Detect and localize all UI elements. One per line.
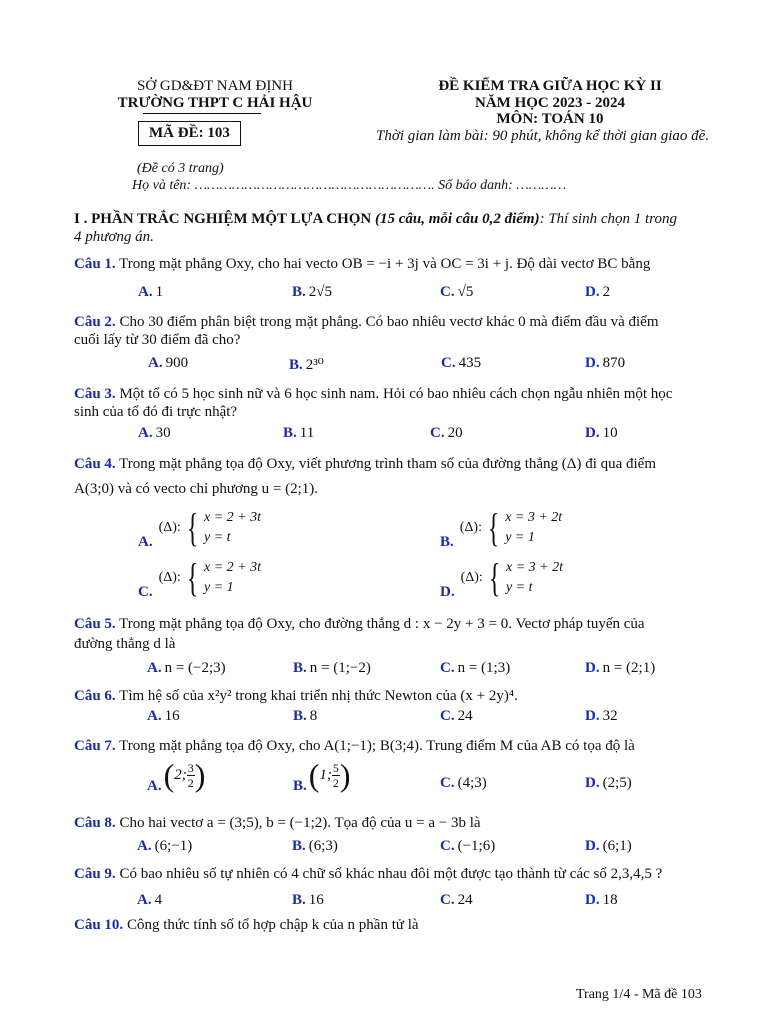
option-key: B. <box>292 284 306 300</box>
department-name: SỞ GD&ĐT NAM ĐỊNH <box>137 78 293 94</box>
option-key: B. <box>293 778 307 794</box>
option-value: 20 <box>447 425 463 441</box>
system-row: y = t <box>506 579 533 595</box>
option-d[interactable] <box>585 838 632 855</box>
option-value: (6;−1) <box>154 838 193 854</box>
question-text: Có bao nhiêu số tự nhiên có 4 chữ số khác nhau đôi một được tạo thành từ các số 2,3,4,5 ? <box>119 866 663 882</box>
fraction <box>332 761 340 790</box>
option-key: D. <box>585 284 600 300</box>
option-value: 16 <box>164 708 180 724</box>
option-key: B. <box>292 838 306 854</box>
option-c[interactable] <box>440 892 473 909</box>
option-b[interactable] <box>293 708 317 725</box>
system-row: x = 3 + 2t <box>506 559 564 575</box>
option-a[interactable] <box>137 892 162 909</box>
question-9 <box>74 864 662 884</box>
option-value: 435 <box>458 355 482 371</box>
option-d[interactable] <box>585 355 625 372</box>
option-value: 4 <box>154 892 163 908</box>
question-text: Trong mặt phẳng tọa độ Oxy, cho A(1;−1); B(3;4). Trung điểm M của AB có tọa độ là <box>119 738 635 754</box>
question-label: Câu 3. <box>74 386 116 402</box>
fraction-denominator: 2 <box>187 776 194 790</box>
option-key: C. <box>441 355 456 371</box>
option-key: B. <box>283 425 297 441</box>
option-key: A. <box>138 425 153 441</box>
exam-title: ĐỀ KIỂM TRA GIỮA HỌC KỲ II <box>438 78 662 94</box>
option-key: D. <box>585 892 600 908</box>
school-name: TRƯỜNG THPT C HẢI HẬU <box>117 95 313 111</box>
system-row: y = t <box>204 529 231 545</box>
question-3 <box>74 384 672 404</box>
option-c[interactable]: C. (Δ): { x = 2 + 3t y = 1 <box>138 554 262 600</box>
option-key: D. <box>585 355 600 371</box>
option-c[interactable] <box>440 660 510 677</box>
section-title-note: (15 câu, mỗi câu 0,2 điểm) <box>375 211 540 227</box>
option-value: 16 <box>308 892 324 908</box>
option-value: (4;3) <box>457 775 487 791</box>
page-count-note: (Đề có 3 trang) <box>137 161 224 176</box>
section-title <box>74 211 677 228</box>
option-value: 24 <box>457 708 473 724</box>
option-a[interactable] <box>138 284 163 301</box>
option-key: C. <box>440 284 455 300</box>
option-key: B. <box>293 708 307 724</box>
question-text: Trong mặt phẳng Oxy, cho hai vecto OB = −i + 3j và OC = 3i + j. Độ dài vectơ BC bằng <box>119 256 651 272</box>
option-value: (2;5) <box>602 775 632 791</box>
fraction-prefix: 1; <box>319 767 332 783</box>
question-4-text2: A(3;0) và có vecto chỉ phương u = (2;1). <box>74 481 319 497</box>
time-note: Thời gian làm bài: 90 phút, không kể thời gian giao đề. <box>376 128 710 144</box>
option-value: 2³⁰ <box>305 357 324 373</box>
question-text: Trong mặt phẳng tọa độ Oxy, cho đường thẳng d : x − 2y + 3 = 0. Vectơ pháp tuyến của <box>119 616 645 632</box>
question-text: Tìm hệ số của x²y² trong khai triển nhị thức Newton của (x + 2y)⁴. <box>119 688 518 704</box>
option-value: n = (1;−2) <box>309 660 371 676</box>
option-d[interactable] <box>585 660 655 677</box>
question-6 <box>74 686 518 706</box>
option-a[interactable] <box>138 425 171 442</box>
option-key: C. <box>440 775 455 791</box>
option-value: n = (−2;3) <box>164 660 226 676</box>
section-title-rest: : Thí sinh chọn 1 trong <box>539 211 677 227</box>
option-value: 10 <box>602 425 618 441</box>
exam-code-box: MÃ ĐỀ: 103 <box>138 121 241 146</box>
option-value: 8 <box>309 708 318 724</box>
option-key: C. <box>430 425 445 441</box>
option-key: B. <box>292 892 306 908</box>
option-key: D. <box>585 708 600 724</box>
option-key: A. <box>147 660 162 676</box>
option-d[interactable] <box>585 775 632 792</box>
option-key: B. <box>293 660 307 676</box>
option-b[interactable] <box>292 838 338 855</box>
option-value: 11 <box>299 425 315 441</box>
option-key: C. <box>440 838 455 854</box>
option-value: 2√5 <box>308 284 332 300</box>
option-b[interactable] <box>292 892 324 909</box>
option-value: 32 <box>602 708 618 724</box>
question-text: Cho hai vectơ a = (3;5), b = (−1;2). Tọa độ của u = a − 3b là <box>119 815 481 831</box>
question-label: Câu 10. <box>74 917 124 933</box>
system-row: y = 1 <box>204 579 234 595</box>
question-3-text2: sinh của tổ đó đi trực nhật? <box>74 404 238 420</box>
question-5 <box>74 614 645 634</box>
option-value: n = (1;3) <box>457 660 511 676</box>
question-text: Một tổ có 5 học sinh nữ và 6 học sinh nam. Hỏi có bao nhiêu cách chọn ngẫu nhiên một học <box>119 386 673 402</box>
option-key: A. <box>148 355 163 371</box>
option-c[interactable] <box>440 284 473 301</box>
fraction <box>187 761 195 790</box>
name-line: Họ và tên: …………………………………………………. Số báo danh: ………… <box>132 178 567 193</box>
option-c[interactable] <box>430 425 463 442</box>
option-key: D. <box>585 775 600 791</box>
question-label: Câu 2. <box>74 314 116 330</box>
option-b[interactable] <box>292 284 332 301</box>
option-c[interactable] <box>440 838 495 855</box>
system-row: x = 3 + 2t <box>505 509 563 525</box>
option-key: A. <box>138 534 153 550</box>
question-7 <box>74 736 635 756</box>
system-row: x = 2 + 3t <box>204 559 262 575</box>
option-b[interactable]: B. ( 1; $\frac{5}{2}$ ) <box>293 757 351 794</box>
option-value: 870 <box>602 355 626 371</box>
option-a[interactable] <box>147 708 180 725</box>
question-label: Câu 4. <box>74 456 116 472</box>
option-key: D. <box>440 584 455 600</box>
option-d[interactable] <box>585 425 618 442</box>
question-4 <box>74 454 656 474</box>
question-text: Công thức tính số tổ hợp chập k của n phần tử là <box>126 917 419 933</box>
question-2-text2: cuối lấy từ 30 điểm đã cho? <box>74 332 241 348</box>
option-key: C. <box>138 584 153 600</box>
question-label: Câu 5. <box>74 616 116 632</box>
subject: MÔN: TOÁN 10 <box>496 111 604 127</box>
option-d[interactable] <box>585 892 618 909</box>
option-key: A. <box>147 708 162 724</box>
section-title-rest2: 4 phương án. <box>74 229 154 245</box>
option-value: 18 <box>602 892 618 908</box>
brace-icon: { <box>186 504 199 550</box>
option-value: 2 <box>602 284 611 300</box>
option-value: (6;1) <box>602 838 632 854</box>
brace-icon: { <box>186 554 199 600</box>
option-b[interactable] <box>293 660 371 677</box>
option-key: A. <box>138 284 153 300</box>
question-label: Câu 6. <box>74 688 116 704</box>
option-a[interactable]: A. (Δ): { x = 2 + 3t y = t <box>138 504 262 550</box>
option-key: A. <box>147 778 162 794</box>
option-value: 30 <box>155 425 171 441</box>
page-footer: Trang 1/4 - Mã đề 103 <box>576 987 702 1002</box>
question-8 <box>74 813 481 833</box>
option-key: D. <box>585 425 600 441</box>
option-d[interactable] <box>585 284 610 301</box>
question-10 <box>74 915 419 935</box>
option-key: A. <box>137 838 152 854</box>
question-text: Trong mặt phẳng tọa độ Oxy, viết phương trình tham số của đường thẳng (Δ) đi qua điểm <box>119 456 657 472</box>
option-value: 1 <box>155 284 164 300</box>
question-label: Câu 9. <box>74 866 116 882</box>
option-a[interactable]: A. ( 2; $\frac{3}{2}$ ) <box>147 757 206 794</box>
question-2 <box>74 312 659 332</box>
option-key: B. <box>289 357 303 373</box>
question-1 <box>74 254 650 274</box>
option-c[interactable] <box>440 708 473 725</box>
option-value: √5 <box>457 284 474 300</box>
option-key: B. <box>440 534 454 550</box>
option-c[interactable] <box>441 355 481 372</box>
option-value: 900 <box>165 355 189 371</box>
question-text: Cho 30 điểm phân biệt trong mặt phẳng. Có bao nhiêu vectơ khác 0 mà điểm đầu và điểm <box>119 314 659 330</box>
system-row: y = 1 <box>505 529 535 545</box>
system-row: x = 2 + 3t <box>204 509 262 525</box>
option-value: (6;3) <box>308 838 338 854</box>
option-a[interactable] <box>147 660 226 677</box>
option-b[interactable] <box>283 425 314 442</box>
question-label: Câu 7. <box>74 738 116 754</box>
option-value: n = (2;1) <box>602 660 656 676</box>
option-d[interactable] <box>585 708 618 725</box>
brace-icon: { <box>487 504 500 550</box>
section-title-main: I . PHẦN TRẮC NGHIỆM MỘT LỰA CHỌN <box>74 211 372 227</box>
option-key: C. <box>440 708 455 724</box>
option-a[interactable] <box>148 355 188 372</box>
option-key: D. <box>585 838 600 854</box>
option-b[interactable] <box>289 355 324 374</box>
question-5-text2: đường thẳng d là <box>74 636 176 652</box>
option-d[interactable]: D. (Δ): { x = 3 + 2t y = t <box>440 554 564 600</box>
option-value: 24 <box>457 892 473 908</box>
brace-icon: { <box>488 554 501 600</box>
option-key: D. <box>585 660 600 676</box>
fraction-numerator: 3 <box>187 761 194 775</box>
option-c[interactable] <box>440 775 487 792</box>
fraction-denominator: 2 <box>332 776 339 790</box>
question-label: Câu 8. <box>74 815 116 831</box>
option-b[interactable]: B. (Δ): { x = 3 + 2t y = 1 <box>440 504 563 550</box>
option-a[interactable] <box>137 838 192 855</box>
question-label: Câu 1. <box>74 256 116 272</box>
fraction-numerator: 5 <box>332 761 339 775</box>
fraction-prefix: 2; <box>174 767 187 783</box>
option-key: C. <box>440 892 455 908</box>
school-underline <box>143 113 261 114</box>
option-key: C. <box>440 660 455 676</box>
option-value: (−1;6) <box>457 838 496 854</box>
option-key: A. <box>137 892 152 908</box>
school-year: NĂM HỌC 2023 - 2024 <box>475 95 625 111</box>
